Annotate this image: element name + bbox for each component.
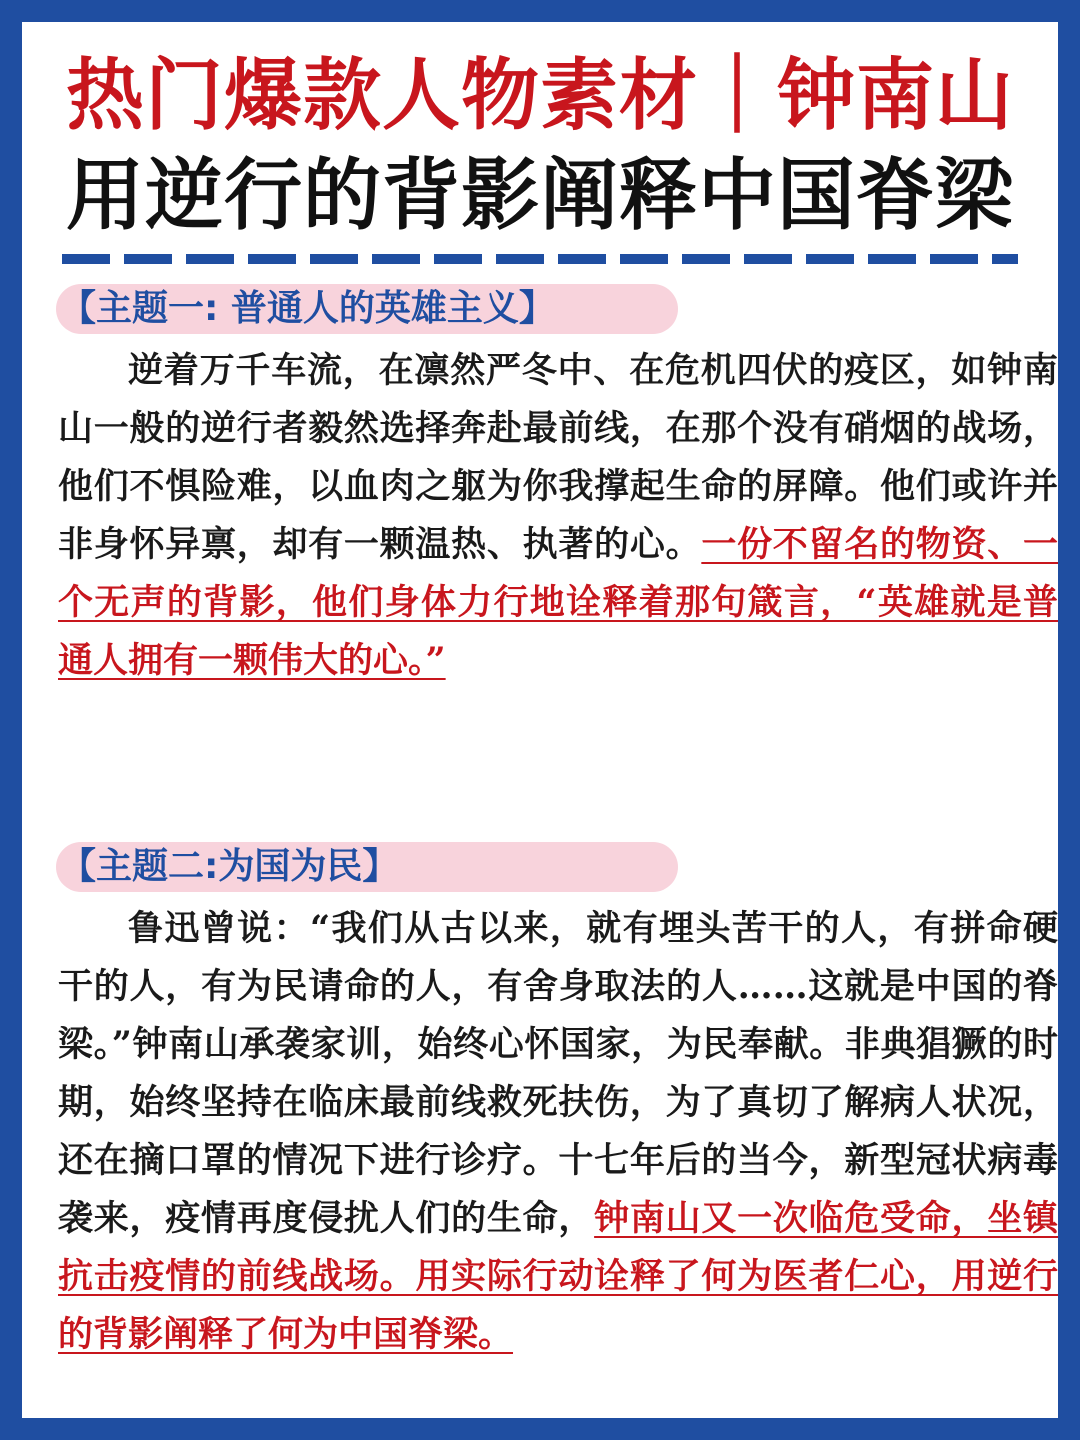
dashed-divider [62,254,1018,264]
page-subtitle: 用逆行的背影阐释中国脊梁 [65,151,1014,241]
page-title: 热门爆款人物素材｜钟南山 [65,51,1014,141]
section-body-1-highlight: 一份不留名的物资、一个无声的背影，他们身体力行地诠释着那句箴言，“英雄就是普通人拥有一颗伟大的心。” [58,524,1058,681]
page-content [44,44,1058,1396]
section-body-1 [58,342,1058,690]
section-heading-2 [56,842,678,892]
section-body-2 [58,900,1058,1364]
section-heading-1 [56,284,678,334]
section-body-2-text: 鲁迅曾说：“我们从古以来，就有埋头苦干的人，有拼命硬干的人，有为民请命的人，有舍身取法的人……这就是中国的脊梁。”钟南山承袭家训，始终心怀国家，为民奉献。非典猖獗的时期，始终坚持在临床最前线救死扶伤，为了真切了解病人状况，还在摘口罩的情况下进行诊疗。十七年后的当今，新型冠状病毒袭来，疫情再度侵扰人们的生命， [58,908,1058,1239]
section-body-2-highlight: 钟南山又一次临危受命，坐镇抗击疫情的前线战场。用实际行动诠释了何为医者仁心，用逆行的背影阐释了何为中国脊梁。 [58,1198,1058,1355]
section-body-1-text: 逆着万千车流，在凛然严冬中、在危机四伏的疫区，如钟南山一般的逆行者毅然选择奔赴最前线，在那个没有硝烟的战场，他们不惧险难，以血肉之躯为你我撑起生命的屏障。他们或许并非身怀异禀，却有一颗温热、执著的心。 [58,350,1058,565]
section-heading-2-label: 【主题二:为国为民】 [60,846,399,887]
section-heading-1-label: 【主题一: 普通人的英雄主义】 [60,288,555,329]
